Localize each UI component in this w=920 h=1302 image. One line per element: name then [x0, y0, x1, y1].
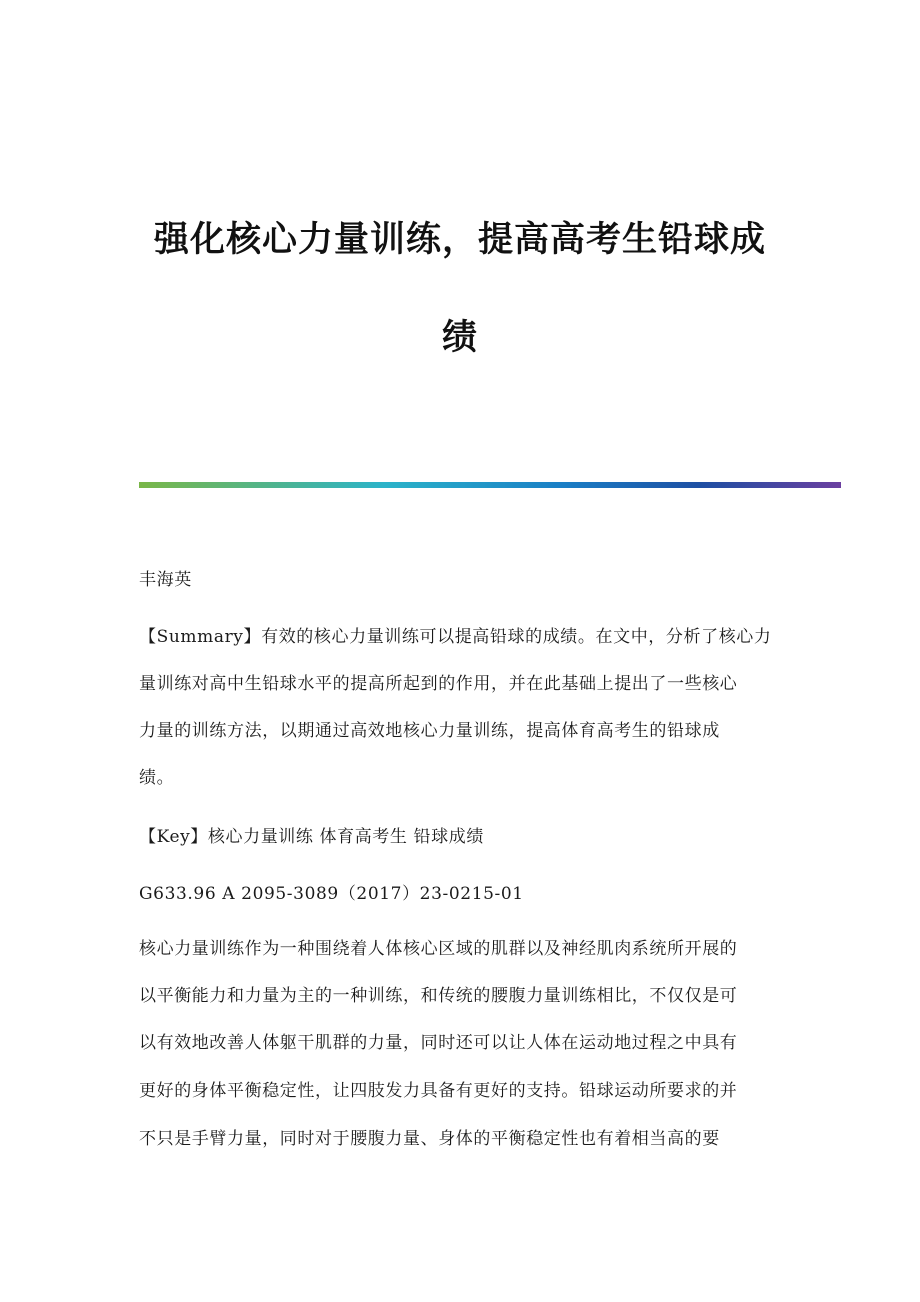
summary-line: 【Summary】有效的核心力量训练可以提高铅球的成绩。在文中，分析了核心力 — [139, 627, 772, 647]
body-paragraph-line: 以平衡能力和力量为主的一种训练，和传统的腰腹力量训练相比，不仅仅是可 — [139, 986, 738, 1006]
summary-line: 绩。 — [139, 768, 175, 788]
summary-line: 力量的训练方法，以期通过高效地核心力量训练，提高体育高考生的铅球成 — [139, 721, 720, 741]
classification-line: G633.96 A 2095-3089（2017）23-0215-01 — [139, 884, 524, 904]
body-paragraph-line: 核心力量训练作为一种围绕着人体核心区域的肌群以及神经肌肉系统所开展的 — [139, 939, 738, 959]
document-title-line-2: 绩 — [441, 318, 478, 358]
author-name: 丰海英 — [139, 570, 192, 590]
keywords-line: 【Key】核心力量训练 体育高考生 铅球成绩 — [139, 827, 484, 847]
body-paragraph-line: 更好的身体平衡稳定性，让四肢发力具备有更好的支持。铅球运动所要求的并 — [139, 1081, 738, 1101]
gradient-divider — [139, 482, 841, 488]
body-paragraph-line: 以有效地改善人体躯干肌群的力量，同时还可以让人体在运动地过程之中具有 — [139, 1033, 738, 1053]
summary-line: 量训练对高中生铅球水平的提高所起到的作用，并在此基础上提出了一些核心 — [139, 674, 738, 694]
document-title-line-1: 强化核心力量训练，提高高考生铅球成 — [153, 220, 766, 260]
body-paragraph-line: 不只是手臂力量，同时对于腰腹力量、身体的平衡稳定性也有着相当高的要 — [139, 1129, 720, 1149]
